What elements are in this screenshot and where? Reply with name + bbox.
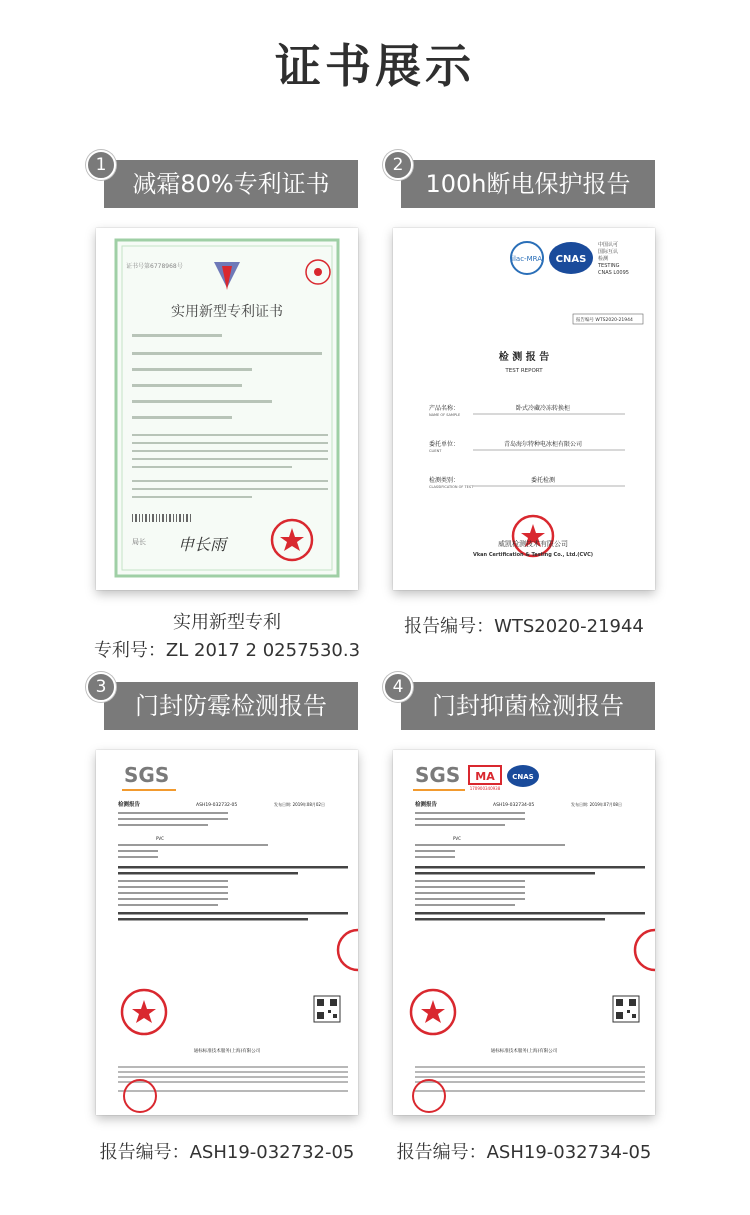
- svg-text:局长: 局长: [132, 538, 146, 546]
- svg-text:170900340938: 170900340938: [469, 786, 501, 791]
- svg-text:CLASSIFICATION OF TEST: CLASSIFICATION OF TEST: [429, 485, 474, 489]
- svg-text:发布日期: 2019年07月08日: 发布日期: 2019年07月08日: [571, 802, 622, 807]
- qr-code-icon: [613, 996, 639, 1022]
- svg-text:国际互认: 国际互认: [598, 249, 619, 255]
- number-badge: 3: [86, 672, 116, 702]
- sgs-logo-icon: [413, 763, 465, 790]
- svg-text:检测类别：: 检测类别：: [429, 477, 460, 484]
- sgs-red-seal-icon: [411, 990, 455, 1034]
- certificate-banner: 门封防霉检测报告: [104, 682, 358, 730]
- svg-text:检测报告: 检测报告: [415, 802, 438, 808]
- certificate-banner: 100h断电保护报告: [401, 160, 655, 208]
- sgs-report-image: [393, 750, 655, 1115]
- svg-text:CNAS L0095: CNAS L0095: [598, 270, 629, 276]
- svg-text:中国认可: 中国认可: [598, 242, 619, 248]
- svg-text:青岛海尔特种电冰柜有限公司: 青岛海尔特种电冰柜有限公司: [503, 441, 583, 448]
- svg-text:PVC: PVC: [156, 836, 164, 841]
- certificate-banner: 门封抑菌检测报告: [401, 682, 655, 730]
- svg-text:SGS: SGS: [124, 763, 170, 787]
- svg-text:CNAS: CNAS: [512, 773, 534, 781]
- cnas-logo-icon: [549, 242, 593, 274]
- svg-text:证书号第6778968号: 证书号第6778968号: [126, 263, 183, 270]
- patent-certificate-image: [96, 228, 358, 590]
- svg-text:卧式冷藏冷冻转换柜: 卧式冷藏冷冻转换柜: [515, 405, 571, 412]
- number-badge: 2: [383, 150, 413, 180]
- svg-text:ASH19-032734-05: ASH19-032734-05: [493, 803, 535, 808]
- test-report-image: [393, 228, 655, 590]
- svg-text:检测: 检测: [598, 256, 609, 262]
- number-badge: 1: [86, 150, 116, 180]
- ilac-mra-logo-icon: [511, 242, 543, 274]
- svg-text:ASH19-032732-05: ASH19-032732-05: [196, 803, 238, 808]
- svg-text:SGS: SGS: [415, 763, 461, 787]
- cma-logo-icon: [469, 766, 501, 791]
- svg-text:通标标准技术服务(上海)有限公司: 通标标准技术服务(上海)有限公司: [193, 1049, 261, 1054]
- svg-text:通标标准技术服务(上海)有限公司: 通标标准技术服务(上海)有限公司: [490, 1049, 558, 1054]
- test-company-red-seal-icon: [513, 516, 553, 556]
- svg-text:实用新型专利证书: 实用新型专利证书: [171, 304, 283, 320]
- svg-text:发布日期: 2019年08月02日: 发布日期: 2019年08月02日: [274, 802, 325, 807]
- svg-text:CLIENT: CLIENT: [429, 449, 442, 453]
- svg-text:申长雨: 申长雨: [178, 535, 227, 554]
- edge-red-seal-icon: [338, 930, 358, 970]
- svg-text:NAME OF SAMPLE: NAME OF SAMPLE: [429, 413, 461, 417]
- svg-text:MA: MA: [475, 770, 495, 783]
- svg-text:TESTING: TESTING: [598, 263, 620, 269]
- report-number: 报告编号：WTS2020-21944: [404, 616, 644, 637]
- cnas-logo-icon: [507, 765, 539, 787]
- edge-red-seal-icon: [635, 930, 655, 970]
- certificate-caption: 实用新型专利: [173, 612, 281, 633]
- svg-text:委托检测: 委托检测: [530, 477, 556, 484]
- report-number: 报告编号：ASH19-032734-05: [396, 1142, 652, 1163]
- svg-text:报告编号 WTS2020-21944: 报告编号 WTS2020-21944: [576, 318, 633, 323]
- sgs-logo-icon: [122, 763, 176, 790]
- qr-code-icon: [314, 996, 340, 1022]
- page-title: 证书展示: [275, 39, 475, 93]
- sgs-report-image: [96, 750, 358, 1115]
- svg-text:威凯检测技术有限公司: 威凯检测技术有限公司: [498, 540, 568, 548]
- report-number: 报告编号：ASH19-032732-05: [99, 1142, 355, 1163]
- svg-text:ilac-MRA: ilac-MRA: [512, 255, 542, 263]
- number-badge: 4: [383, 672, 413, 702]
- svg-text:TEST REPORT: TEST REPORT: [505, 368, 543, 374]
- bottom-red-seal-icon: [413, 1080, 445, 1112]
- certificate-banner: 减霜80%专利证书: [104, 160, 358, 208]
- svg-text:检 测 报 告: 检 测 报 告: [498, 352, 550, 363]
- certificate-number: 专利号：ZL 2017 2 0257530.3: [93, 640, 361, 661]
- svg-text:产品名称：: 产品名称：: [429, 405, 460, 412]
- svg-text:CNAS: CNAS: [555, 254, 587, 265]
- svg-text:PVC: PVC: [453, 836, 461, 841]
- svg-text:委托单位：: 委托单位：: [429, 441, 460, 448]
- bottom-red-seal-icon: [124, 1080, 156, 1112]
- sgs-red-seal-icon: [122, 990, 166, 1034]
- svg-text:检测报告: 检测报告: [118, 802, 141, 808]
- svg-text:Vkan Certification & Testing C: Vkan Certification & Testing Co., Ltd.(CVC): [472, 552, 594, 558]
